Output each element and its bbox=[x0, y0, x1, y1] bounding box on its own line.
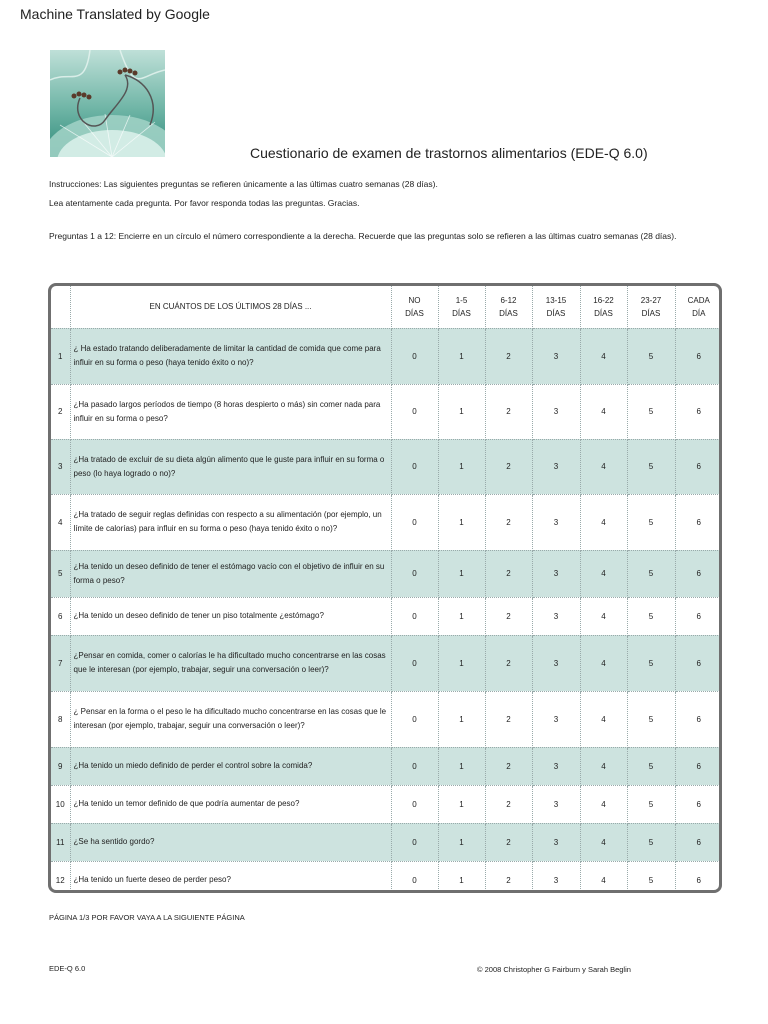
table-row bbox=[51, 823, 722, 861]
logo-image bbox=[50, 50, 165, 157]
response-option-1[interactable]: 1 bbox=[438, 861, 485, 893]
header-col-line2: DÍA bbox=[692, 308, 706, 318]
response-option-1[interactable]: 1 bbox=[438, 328, 485, 384]
response-option-0[interactable]: 0 bbox=[391, 494, 438, 550]
response-option-2[interactable]: 2 bbox=[485, 597, 532, 635]
response-option-6[interactable]: 6 bbox=[675, 823, 722, 861]
question-number: 2 bbox=[51, 384, 70, 439]
response-option-6[interactable]: 6 bbox=[675, 328, 722, 384]
response-option-4[interactable]: 4 bbox=[580, 384, 627, 439]
page-title: Cuestionario de examen de trastornos alimentarios (EDE-Q 6.0) bbox=[250, 145, 648, 161]
response-option-1[interactable]: 1 bbox=[438, 785, 485, 823]
table-row bbox=[51, 861, 722, 893]
question-text: ¿Ha tenido un deseo definido de tener un piso totalmente ¿estómago? bbox=[70, 597, 391, 635]
response-option-3[interactable]: 3 bbox=[532, 785, 580, 823]
response-option-0[interactable]: 0 bbox=[391, 823, 438, 861]
response-option-6[interactable]: 6 bbox=[675, 691, 722, 747]
header-col-line2: DÍAS bbox=[499, 308, 518, 318]
header-col-line2: DÍAS bbox=[405, 308, 424, 318]
response-option-2[interactable]: 2 bbox=[485, 635, 532, 691]
response-option-5[interactable]: 5 bbox=[627, 635, 675, 691]
response-option-0[interactable]: 0 bbox=[391, 747, 438, 785]
instructions-line-3: Preguntas 1 a 12: Encierre en un círculo el número correspondiente a la derecha. Recuerde que las preguntas solo se refieren a las últimas cuatro semanas (28 días). bbox=[49, 231, 677, 241]
response-option-3[interactable]: 3 bbox=[532, 550, 580, 597]
question-number: 7 bbox=[51, 635, 70, 691]
instructions-line-1: Instrucciones: Las siguientes preguntas se refieren únicamente a las últimas cuatro semanas (28 días). bbox=[49, 179, 438, 189]
header-col-line1: 1-5 bbox=[455, 295, 468, 305]
question-text: ¿ Pensar en la forma o el peso le ha dificultado mucho concentrarse en las cosas que le interesan (por ejemplo, trabajar, seguir una conversación o leer)? bbox=[70, 691, 391, 747]
response-option-5[interactable]: 5 bbox=[627, 439, 675, 494]
question-number: 4 bbox=[51, 494, 70, 550]
response-option-1[interactable]: 1 bbox=[438, 494, 485, 550]
response-option-3[interactable]: 3 bbox=[532, 597, 580, 635]
question-number: 11 bbox=[51, 823, 70, 861]
question-number: 8 bbox=[51, 691, 70, 747]
response-option-2[interactable]: 2 bbox=[485, 384, 532, 439]
header-col-line2: DÍAS bbox=[641, 308, 661, 318]
response-option-4[interactable]: 4 bbox=[580, 785, 627, 823]
question-number: 3 bbox=[51, 439, 70, 494]
response-option-0[interactable]: 0 bbox=[391, 439, 438, 494]
header-col-line1: 13-15 bbox=[545, 295, 567, 305]
document-id: EDE-Q 6.0 bbox=[49, 964, 86, 973]
table-header-row bbox=[51, 286, 722, 328]
response-option-3[interactable]: 3 bbox=[532, 747, 580, 785]
response-option-0[interactable]: 0 bbox=[391, 328, 438, 384]
questionnaire-table-frame bbox=[48, 283, 722, 893]
question-text: ¿Ha pasado largos períodos de tiempo (8 horas despierto o más) sin comer nada para influir en su forma o peso? bbox=[70, 384, 391, 439]
copyright: © 2008 Christopher G Fairburn y Sarah Beglin bbox=[477, 965, 631, 974]
response-option-2[interactable]: 2 bbox=[485, 747, 532, 785]
response-option-5[interactable]: 5 bbox=[627, 747, 675, 785]
response-option-1[interactable]: 1 bbox=[438, 823, 485, 861]
response-option-4[interactable]: 4 bbox=[580, 861, 627, 893]
response-option-4[interactable]: 4 bbox=[580, 823, 627, 861]
response-option-4[interactable]: 4 bbox=[580, 494, 627, 550]
response-option-2[interactable]: 2 bbox=[485, 691, 532, 747]
response-option-5[interactable]: 5 bbox=[627, 823, 675, 861]
response-option-0[interactable]: 0 bbox=[391, 635, 438, 691]
response-option-5[interactable]: 5 bbox=[627, 494, 675, 550]
response-option-5[interactable]: 5 bbox=[627, 861, 675, 893]
header-col-0 bbox=[391, 286, 438, 328]
response-option-3[interactable]: 3 bbox=[532, 384, 580, 439]
table-row bbox=[51, 785, 722, 823]
response-option-6[interactable]: 6 bbox=[675, 597, 722, 635]
header-col-4 bbox=[580, 286, 627, 328]
table-row bbox=[51, 550, 722, 597]
header-col-2 bbox=[485, 286, 532, 328]
response-option-4[interactable]: 4 bbox=[580, 439, 627, 494]
header-col-line2: DÍAS bbox=[594, 308, 613, 318]
question-text: ¿ Ha estado tratando deliberadamente de limitar la cantidad de comida que come para influir en su forma o peso (haya tenido éxito o no)? bbox=[70, 328, 391, 384]
table-row bbox=[51, 494, 722, 550]
header-col-line1: NO bbox=[408, 295, 421, 305]
question-number: 10 bbox=[51, 785, 70, 823]
header-col-line1: 23-27 bbox=[640, 295, 662, 305]
response-option-6[interactable]: 6 bbox=[675, 861, 722, 893]
table-row bbox=[51, 691, 722, 747]
header-col-line1: 16-22 bbox=[593, 295, 614, 305]
response-option-3[interactable]: 3 bbox=[532, 439, 580, 494]
response-option-0[interactable]: 0 bbox=[391, 785, 438, 823]
response-option-4[interactable]: 4 bbox=[580, 635, 627, 691]
table-row bbox=[51, 747, 722, 785]
header-col-3 bbox=[532, 286, 580, 328]
questionnaire-table bbox=[51, 286, 722, 893]
question-text: ¿Ha tenido un deseo definido de tener el estómago vacío con el objetivo de influir en su forma o peso? bbox=[70, 550, 391, 597]
response-option-1[interactable]: 1 bbox=[438, 550, 485, 597]
question-text: ¿Ha tratado de excluir de su dieta algún alimento que le guste para influir en su forma o peso (lo haya logrado o no)? bbox=[70, 439, 391, 494]
instructions-line-2: Lea atentamente cada pregunta. Por favor responda todas las preguntas. Gracias. bbox=[49, 198, 360, 208]
response-option-1[interactable]: 1 bbox=[438, 635, 485, 691]
response-option-0[interactable]: 0 bbox=[391, 597, 438, 635]
table-row bbox=[51, 597, 722, 635]
header-col-line1: 6-12 bbox=[500, 295, 517, 305]
question-text: ¿Ha tratado de seguir reglas definidas con respecto a su alimentación (por ejemplo, un límite de calorías) para influir en su forma o peso (haya tenido éxito o no)? bbox=[70, 494, 391, 550]
response-option-4[interactable]: 4 bbox=[580, 597, 627, 635]
response-option-1[interactable]: 1 bbox=[438, 384, 485, 439]
table-row bbox=[51, 439, 722, 494]
response-option-4[interactable]: 4 bbox=[580, 691, 627, 747]
response-option-5[interactable]: 5 bbox=[627, 550, 675, 597]
response-option-2[interactable]: 2 bbox=[485, 328, 532, 384]
response-option-6[interactable]: 6 bbox=[675, 747, 722, 785]
response-option-2[interactable]: 2 bbox=[485, 861, 532, 893]
table-row bbox=[51, 384, 722, 439]
question-number: 1 bbox=[51, 328, 70, 384]
machine-translation-banner: Machine Translated by Google bbox=[20, 6, 210, 22]
question-number: 9 bbox=[51, 747, 70, 785]
table-row bbox=[51, 635, 722, 691]
response-option-6[interactable]: 6 bbox=[675, 494, 722, 550]
response-option-4[interactable]: 4 bbox=[580, 328, 627, 384]
response-option-3[interactable]: 3 bbox=[532, 494, 580, 550]
response-option-3[interactable]: 3 bbox=[532, 328, 580, 384]
header-col-5 bbox=[627, 286, 675, 328]
response-option-5[interactable]: 5 bbox=[627, 384, 675, 439]
table-row bbox=[51, 328, 722, 384]
header-question: EN CUÁNTOS DE LOS ÚLTIMOS 28 DÍAS ... bbox=[70, 286, 391, 328]
response-option-2[interactable]: 2 bbox=[485, 550, 532, 597]
response-option-0[interactable]: 0 bbox=[391, 550, 438, 597]
header-col-line1: CADA bbox=[687, 295, 710, 305]
response-option-1[interactable]: 1 bbox=[438, 747, 485, 785]
response-option-2[interactable]: 2 bbox=[485, 494, 532, 550]
response-option-6[interactable]: 6 bbox=[675, 785, 722, 823]
response-option-6[interactable]: 6 bbox=[675, 384, 722, 439]
header-num-cell bbox=[51, 286, 70, 328]
response-option-4[interactable]: 4 bbox=[580, 550, 627, 597]
response-option-6[interactable]: 6 bbox=[675, 635, 722, 691]
question-text: ¿Ha tenido un miedo definido de perder el control sobre la comida? bbox=[70, 747, 391, 785]
header-col-line2: DÍAS bbox=[452, 308, 471, 318]
question-number: 6 bbox=[51, 597, 70, 635]
response-option-5[interactable]: 5 bbox=[627, 328, 675, 384]
question-text: ¿Ha tenido un temor definido de que podría aumentar de peso? bbox=[70, 785, 391, 823]
response-option-3[interactable]: 3 bbox=[532, 861, 580, 893]
response-option-5[interactable]: 5 bbox=[627, 597, 675, 635]
response-option-0[interactable]: 0 bbox=[391, 384, 438, 439]
header-col-line2: DÍAS bbox=[546, 308, 566, 318]
question-number: 12 bbox=[51, 861, 70, 893]
response-option-3[interactable]: 3 bbox=[532, 691, 580, 747]
response-option-2[interactable]: 2 bbox=[485, 823, 532, 861]
question-text: ¿Pensar en comida, comer o calorías le ha dificultado mucho concentrarse en las cosas que le interesan (por ejemplo, trabajar, seguir una conversación o leer)? bbox=[70, 635, 391, 691]
response-option-1[interactable]: 1 bbox=[438, 691, 485, 747]
header-col-1 bbox=[438, 286, 485, 328]
response-option-1[interactable]: 1 bbox=[438, 597, 485, 635]
response-option-2[interactable]: 2 bbox=[485, 439, 532, 494]
response-option-0[interactable]: 0 bbox=[391, 861, 438, 893]
response-option-5[interactable]: 5 bbox=[627, 691, 675, 747]
page-note: PÁGINA 1/3 POR FAVOR VAYA A LA SIGUIENTE PÁGINA bbox=[49, 913, 245, 922]
response-option-6[interactable]: 6 bbox=[675, 439, 722, 494]
response-option-4[interactable]: 4 bbox=[580, 747, 627, 785]
response-option-2[interactable]: 2 bbox=[485, 785, 532, 823]
response-option-3[interactable]: 3 bbox=[532, 635, 580, 691]
response-option-1[interactable]: 1 bbox=[438, 439, 485, 494]
question-number: 5 bbox=[51, 550, 70, 597]
response-option-0[interactable]: 0 bbox=[391, 691, 438, 747]
header-col-6 bbox=[675, 286, 722, 328]
response-option-3[interactable]: 3 bbox=[532, 823, 580, 861]
response-option-5[interactable]: 5 bbox=[627, 785, 675, 823]
question-text: ¿Se ha sentido gordo? bbox=[70, 823, 391, 861]
question-text: ¿Ha tenido un fuerte deseo de perder peso? bbox=[70, 861, 391, 893]
response-option-6[interactable]: 6 bbox=[675, 550, 722, 597]
